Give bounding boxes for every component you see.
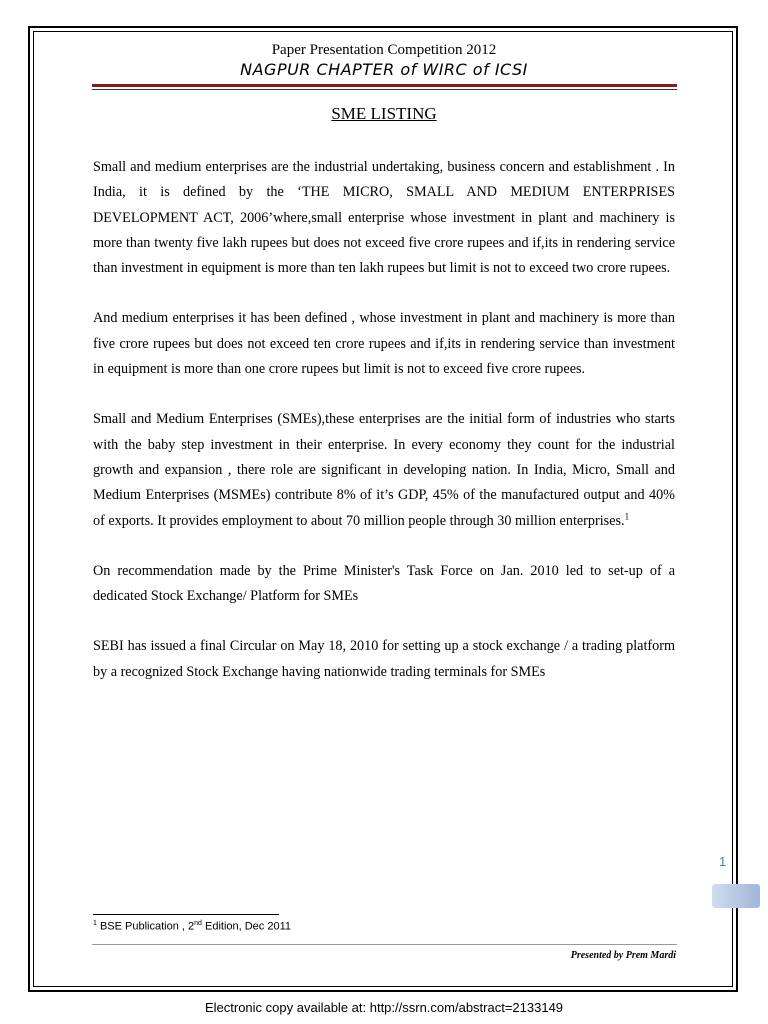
paragraph-sme-definition: Small and medium enterprises are the industrial undertaking, business concern and establishment . In India, it is defined by the ‘THE MICRO, SMALL AND MEDIUM ENTERPRISES DEVELOPMENT ACT, 2006’where,small enterprise whose investment in plant and machinery is more than twenty five lakh rupees but does not exceed five crore rupees and if,its in rendering service than investment in equipment is more than ten lakh rupees but limit is not to exceed two crore rupees. xyxy=(93,159,675,277)
footnote-text-after: Edition, Dec 2011 xyxy=(201,920,292,933)
document-title: SME LISTING xyxy=(331,104,437,123)
page-number: 1 xyxy=(719,854,727,869)
ssrn-notice: Electronic copy available at: http://ssrn.com/abstract=2133149 xyxy=(204,1000,564,1015)
footnote-ordinal: nd xyxy=(194,920,202,927)
presented-by: Presented by Prem Mardi xyxy=(570,950,676,961)
header-rule-red xyxy=(92,84,677,87)
paragraph-medium-enterprise: And medium enterprises it has been defined , whose investment in plant and machinery is more than five crore rupees but does not exceed ten crore rupees and if,its in rendering service than investment in equipment is more than one crore rupees but limit is not to exceed five crore rupees. xyxy=(93,310,675,378)
header-chapter-name: NAGPUR CHAPTER of WIRC of ICSI xyxy=(240,60,528,79)
footer-rule xyxy=(92,944,677,945)
paragraph-sme-importance xyxy=(93,407,675,533)
footnote-reference[interactable]: 1 xyxy=(624,510,630,521)
document-body xyxy=(93,155,675,710)
page-tab-decoration xyxy=(712,884,760,908)
paragraph-sme-importance-text: Small and Medium Enterprises (SMEs),these enterprises are the initial form of industries who starts with the baby step investment in their enterprise. In every economy they count for the industrial growth and expansion , there role are significant in developing nation. In India, Micro, Small and Medium Enterprises (MSMEs) contribute 8% of it’s GDP, 45% of the manufactured output and 40% of exports. It provides employment to about 70 million people through 30 million enterprises. xyxy=(93,411,675,529)
footnote-rule xyxy=(93,914,279,915)
header-rule-dark xyxy=(92,89,677,90)
header-competition-title: Paper Presentation Competition 2012 xyxy=(271,42,497,58)
paragraph-task-force: On recommendation made by the Prime Minister's Task Force on Jan. 2010 led to set-up of a dedicated Stock Exchange/ Platform for SMEs xyxy=(93,562,675,605)
footnote-text-before: BSE Publication , 2 xyxy=(96,920,195,933)
footnote-marker: 1 xyxy=(93,920,97,927)
footnote xyxy=(93,920,291,933)
paragraph-sebi-circular: SEBI has issued a final Circular on May 18, 2010 for setting up a stock exchange / a trading platform by a recognized Stock Exchange having nationwide trading terminals for SMEs xyxy=(93,638,675,680)
